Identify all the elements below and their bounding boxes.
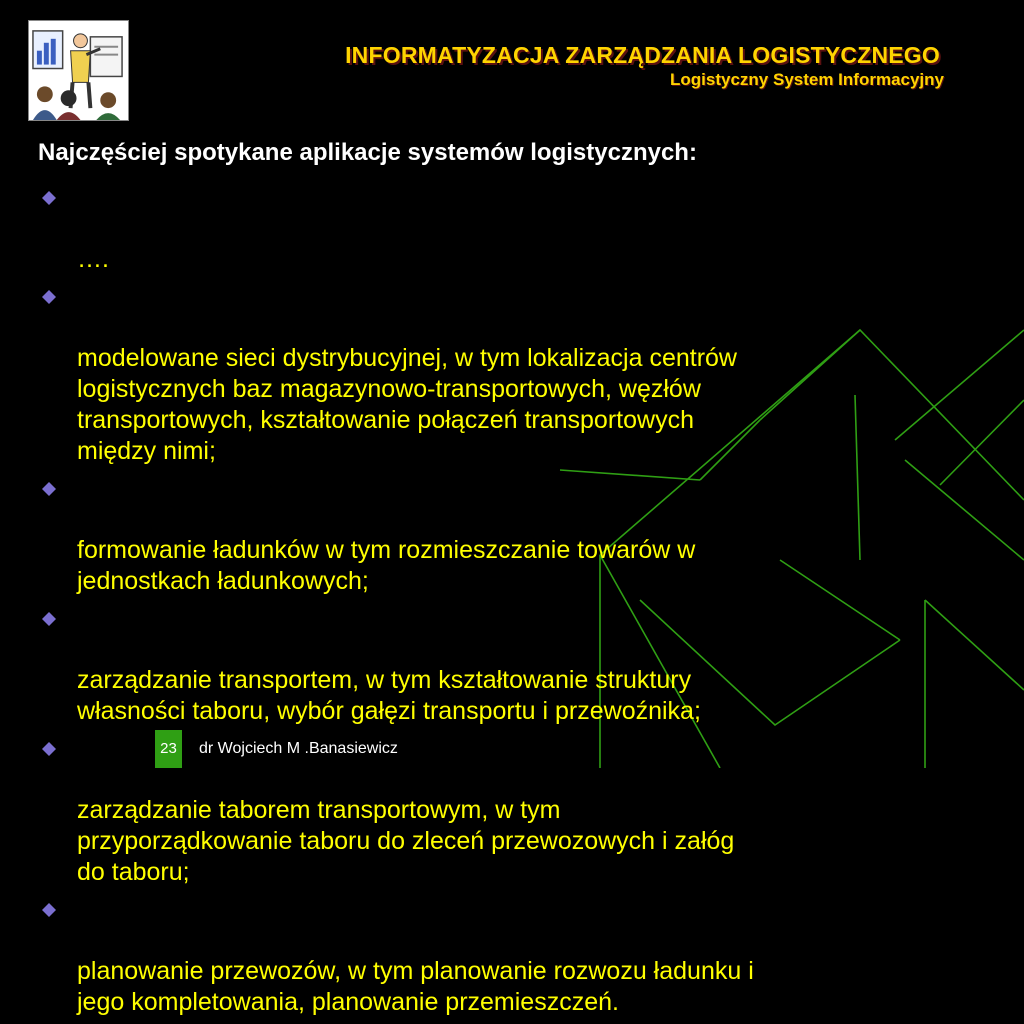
footer-author: dr Wojciech M .Banasiewicz xyxy=(199,740,398,757)
presenter-clipart-icon xyxy=(29,21,128,120)
list-item-text: formowanie ładunków w tym rozmieszczanie towarów w jednostkach ładunkowych; xyxy=(77,536,696,595)
diamond-bullet-icon xyxy=(42,612,56,626)
list-item xyxy=(40,281,1020,467)
list-item-text: …. xyxy=(77,245,109,273)
list-item-text: planowanie przewozów, w tym planowanie rozwozu ładunku i jego kompletowania, planowanie przemieszczeń. xyxy=(77,957,754,1016)
list-item xyxy=(40,182,1020,275)
list-item-text: zarządzanie transportem, w tym kształtowanie struktury własności taboru, wybór gałęzi transportu i przewoźnika; xyxy=(77,666,701,725)
list-item xyxy=(40,733,1020,888)
list-item-text: zarządzanie taborem transportowym, w tym przyporządkowanie taboru do zleceń przewozowych i załóg do taboru; xyxy=(77,796,735,886)
list-item xyxy=(40,473,1020,597)
slide-number: 23 xyxy=(155,730,182,768)
diamond-bullet-icon xyxy=(42,742,56,756)
list-item xyxy=(40,894,1020,1018)
diamond-bullet-icon xyxy=(42,482,56,496)
bullet-list xyxy=(40,182,1020,1024)
slide-subtitle: Logistyczny System Informacyjny xyxy=(670,70,944,89)
diamond-bullet-icon xyxy=(42,191,56,205)
list-item xyxy=(40,603,1020,727)
diamond-bullet-icon xyxy=(42,290,56,304)
diamond-bullet-icon xyxy=(42,903,56,917)
list-item-text: modelowane sieci dystrybucyjnej, w tym lokalizacja centrów logistycznych baz magazynowo-transportowych, węzłów transportowych, kształtowanie połączeń transportowych między nimi; xyxy=(77,344,737,465)
content-heading: Najczęściej spotykane aplikacje systemów logistycznych: xyxy=(38,139,697,166)
slide-title: INFORMATYZACJA ZARZĄDZANIA LOGISTYCZNEGO xyxy=(345,42,940,68)
presenter-clipart-logo xyxy=(28,20,129,121)
